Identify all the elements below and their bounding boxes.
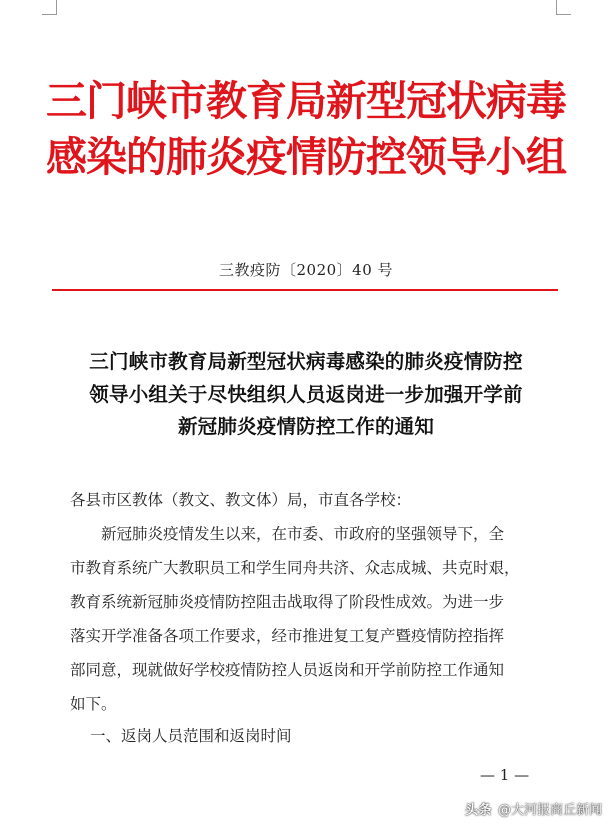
body-paragraph-line: 新冠肺炎疫情发生以来，在市委、市政府的坚强领导下，全 <box>70 525 505 543</box>
section-heading: 一、返岗人员范围和返岗时间 <box>90 727 292 745</box>
red-divider-line <box>52 289 558 291</box>
red-header-title-line2: 感染的肺炎疫情防控领导小组 <box>46 133 566 181</box>
notice-title-line1: 三门峡市教育局新型冠状病毒感染的肺炎疫情防控 <box>89 350 523 373</box>
salutation: 各县市区教体（教文、教文体）局，市直各学校： <box>70 491 412 509</box>
body-paragraph-line: 教育系统新冠肺炎疫情防控阻击战取得了阶段性成效。为进一步 <box>70 593 505 611</box>
body-paragraph-line: 市教育系统广大教职员工和学生同舟共济、众志成城、共克时艰， <box>70 559 520 577</box>
notice-title-line3: 新冠肺炎疫情防控工作的通知 <box>177 415 435 438</box>
body-paragraph-line: 如下。 <box>70 695 117 713</box>
notice-title-line2: 领导小组关于尽快组织人员返岗进一步加强开学前 <box>89 383 523 406</box>
crop-mark-top-left <box>42 0 57 15</box>
body-paragraph-line: 部同意，现就做好学校疫情防控人员返岗和开学前防控工作通知 <box>70 661 505 679</box>
body-paragraph-line: 落实开学准备各项工作要求，经市推进复工复产暨疫情防控指挥 <box>70 627 505 645</box>
red-header-title-line1: 三门峡市教育局新型冠状病毒 <box>46 77 566 125</box>
watermark-brand: 头条 <box>464 803 492 818</box>
crop-mark-top-right <box>556 0 571 15</box>
source-watermark <box>465 799 602 818</box>
document-number: 三教疫防〔2020〕40 号 <box>218 261 394 279</box>
watermark-account: @大河报商丘新闻 <box>497 803 602 818</box>
page-number: — 1 — <box>480 766 530 784</box>
